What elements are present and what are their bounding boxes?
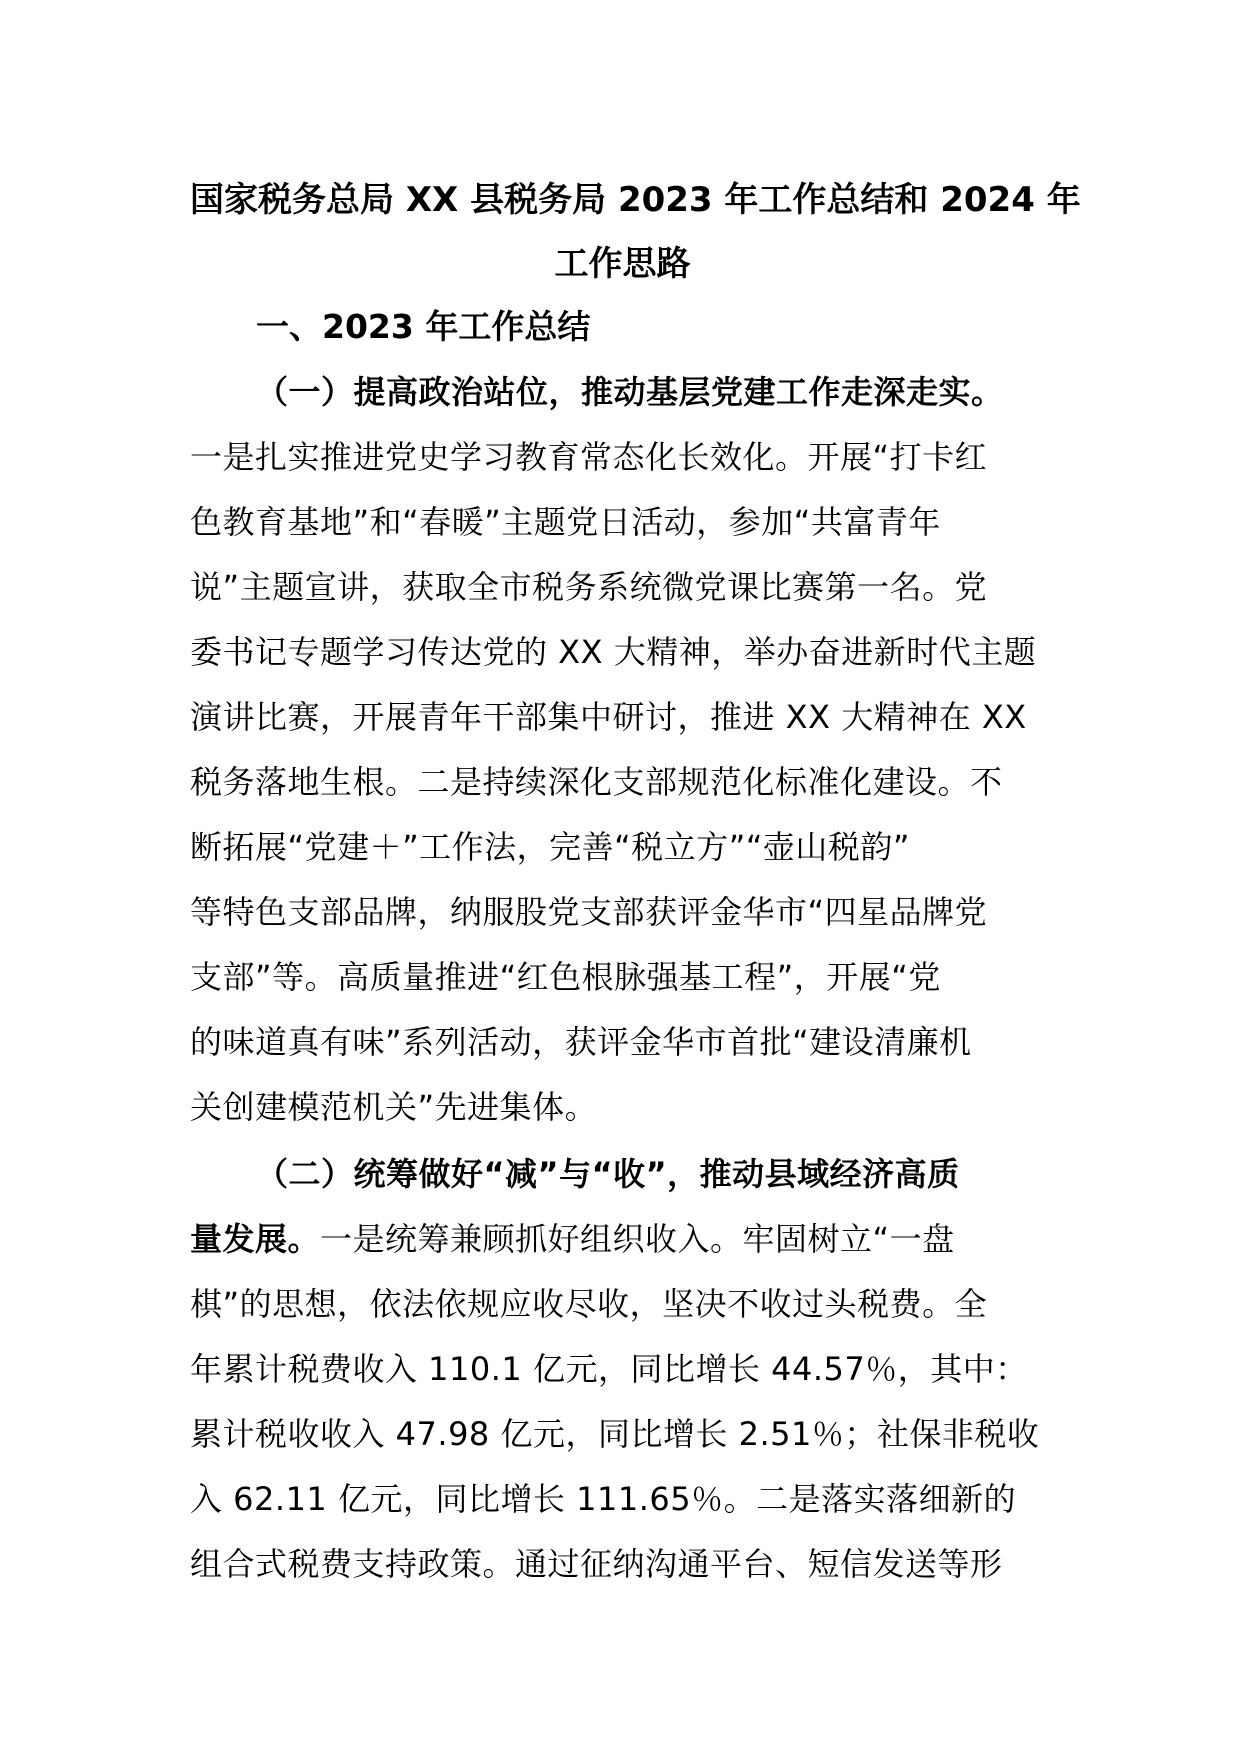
paragraph-line: 累计税收收入 47.98 亿元，同比增长 2.51％；社保非税收 <box>190 1415 1040 1453</box>
paragraph-text: 一是统筹兼顾抓好组织收入。牢固树立“一盘 <box>320 1220 955 1258</box>
paragraph-line: 组合式税费支持政策。通过征纳沟通平台、短信发送等形 <box>190 1545 1003 1583</box>
title-line-2: 工作思路 <box>554 244 691 284</box>
paragraph-line: 一是扎实推进党史学习教育常态化长效化。开展“打卡红 <box>190 438 988 476</box>
paragraph-line: 税务落地生根。二是持续深化支部规范化标准化建设。不 <box>190 763 1003 801</box>
paragraph-line: 委书记专题学习传达党的 XX 大精神，举办奋进新时代主题 <box>190 633 1037 671</box>
paragraph-line: 棋”的思想，依法依规应收尽收，坚决不收过头税费。全 <box>190 1285 988 1323</box>
paragraph-line: 说”主题宣讲，获取全市税务系统微党课比赛第一名。党 <box>190 568 988 606</box>
section-1-paragraph <box>190 360 1055 1140</box>
section-2-heading-end: 量发展。 <box>190 1220 321 1258</box>
paragraph-line: 支部”等。高质量推进“红色根脉强基工程”，开展“党 <box>190 958 941 996</box>
document-title <box>190 168 1081 296</box>
title-line-1: 国家税务总局 XX 县税务局 2023 年工作总结和 2024 年 <box>190 180 1081 220</box>
paragraph-line: 关创建模范机关”先进集体。 <box>190 1088 598 1126</box>
section-1-heading: （一）提高政治站位，推动基层党建工作走深走实。 <box>256 373 1004 411</box>
paragraph-line: 断拓展“党建＋”工作法，完善“税立方”“壶山税韵” <box>190 828 910 866</box>
section-2-paragraph <box>190 1142 1055 1597</box>
paragraph-line: 等特色支部品牌，纳服股党支部获评金华市“四星品牌党 <box>190 893 988 931</box>
paragraph-line: 年累计税费收入 110.1 亿元，同比增长 44.57％，其中： <box>190 1350 1028 1388</box>
section-2-heading: （二）统筹做好“减”与“收”，推动县域经济高质 <box>256 1155 960 1193</box>
paragraph-line: 演讲比赛，开展青年干部集中研讨，推进 XX 大精神在 XX <box>190 698 1027 736</box>
section-heading-summary: 一、2023 年工作总结 <box>256 307 591 346</box>
document-page <box>190 168 1081 1597</box>
paragraph-line: 入 62.11 亿元，同比增长 111.65％。二是落实落细新的 <box>190 1480 1017 1518</box>
paragraph-line: 的味道真有味”系列活动，获评金华市首批“建设清廉机 <box>190 1023 972 1061</box>
paragraph-line: 色教育基地”和“春暖”主题党日活动，参加“共富青年 <box>190 503 941 541</box>
section-2-heading-continued <box>190 1207 1055 1272</box>
